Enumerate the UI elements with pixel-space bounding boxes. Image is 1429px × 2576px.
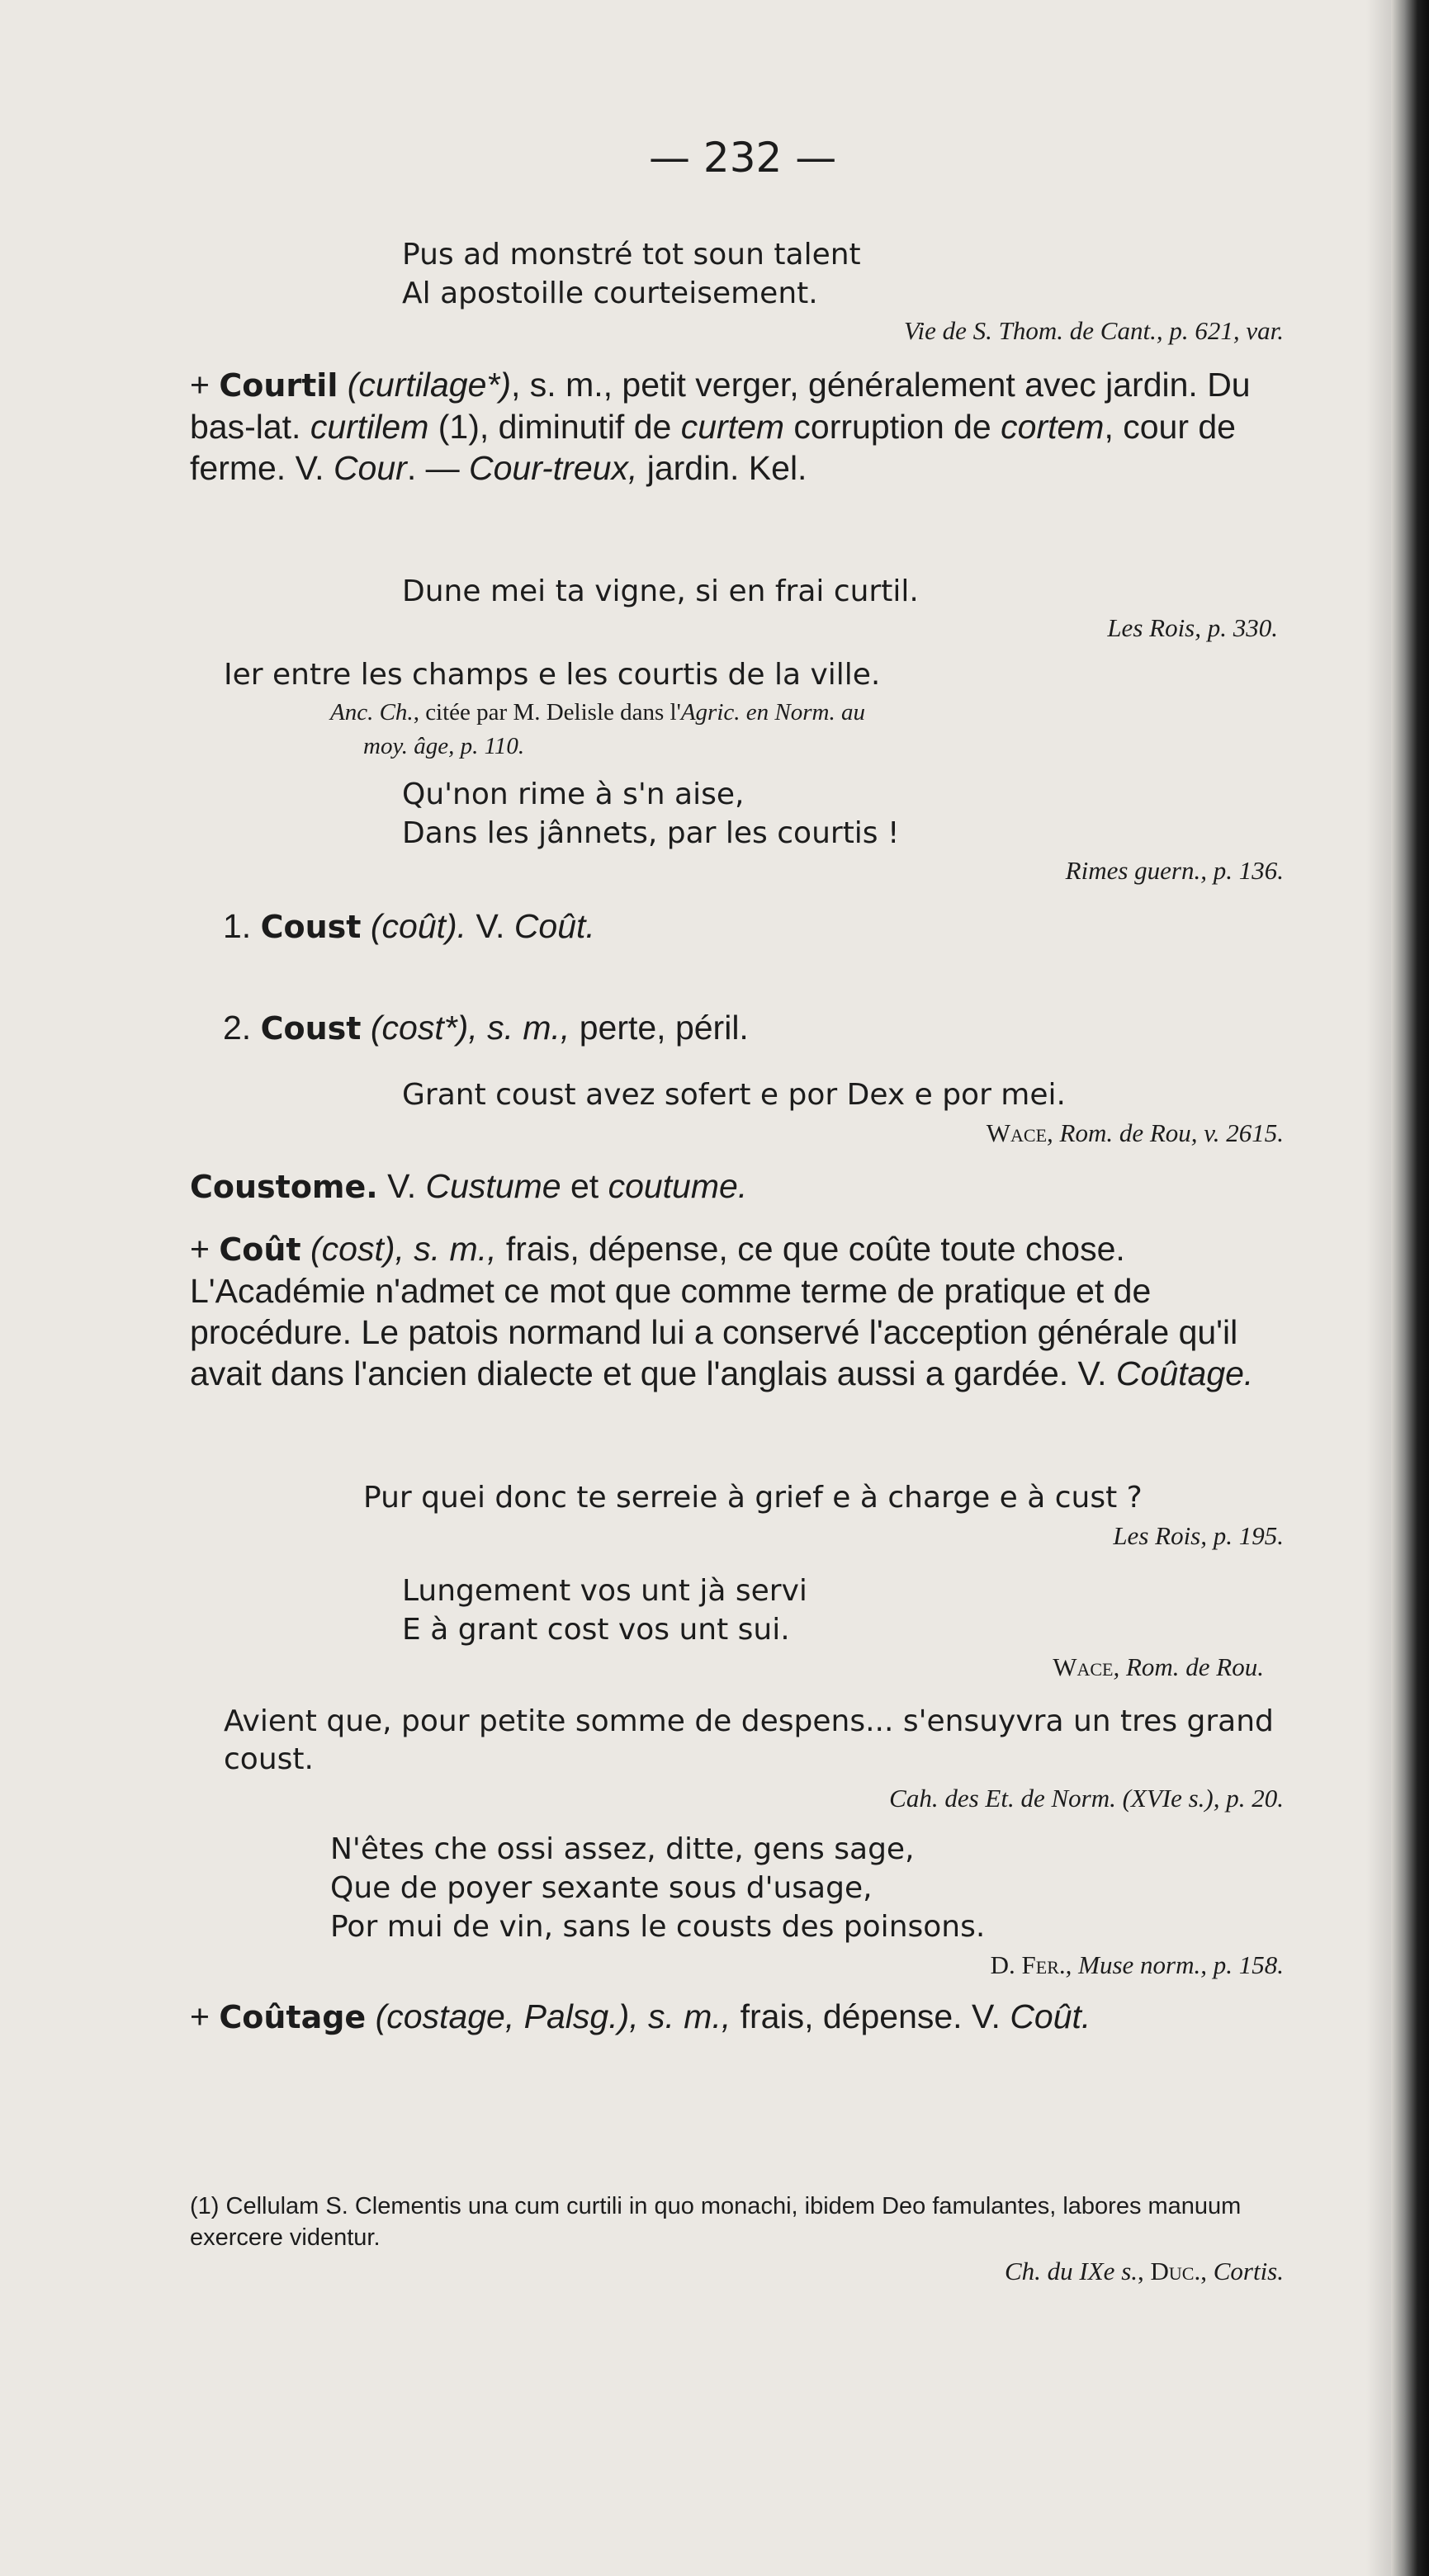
entry-coutage: + Coûtage (costage, Palsg.), s. m., frais, dépense. V. Coût. [190, 1997, 1091, 2035]
headword: Coût [219, 1231, 301, 1268]
entry-coustome: Coustome. V. Custume et coutume. [190, 1167, 748, 1205]
headword: Coûtage [219, 1999, 367, 2035]
quote-line: Al apostoille courteisement. [402, 277, 818, 310]
quote-line: E à grant cost vos unt sui. [402, 1613, 790, 1647]
headword: Courtil [219, 367, 338, 404]
quote-source: Anc. Ch., citée par M. Delisle dans l'Agric. en Norm. au [330, 699, 865, 726]
entry-coust-2: 2. Coust (cost*), s. m., perte, péril. [223, 1009, 749, 1047]
quote-line: Dune mei ta vigne, si en frai curtil. [402, 574, 919, 608]
quote-line: Que de poyer sexante sous d'usage, [330, 1871, 873, 1905]
entry-courtil: + Courtil (curtilage*), s. m., petit verger, généralement avec jardin. Du bas-lat. curtilem (1), diminutif de curtem corruption de cortem, cour de ferme. V. Cour. — Cour-treux, jardin. Kel. [190, 366, 1251, 487]
quote-source: Vie de S. Thom. de Cant., p. 621, var. [903, 316, 1284, 345]
book-binding-edge [1391, 0, 1429, 2576]
quote-line: Por mui de vin, sans le cousts des poinsons. [330, 1910, 986, 1944]
quote-source: Wace, Rom. de Rou, v. 2615. [986, 1118, 1284, 1147]
quote-source: Les Rois, p. 195. [1113, 1521, 1284, 1550]
headword: Coustome. [190, 1169, 378, 1205]
quote-line: Lungement vos unt jà servi [402, 1574, 807, 1608]
headword: Coust [260, 1010, 362, 1047]
quote-source: Rimes guern., p. 136. [1065, 856, 1284, 885]
quote-line: Qu'non rime à s'n aise, [402, 778, 745, 811]
quote-source: Wace, Rom. de Rou. [1053, 1652, 1264, 1681]
quote-line: Ier entre les champs e les courtis de la ville. [224, 658, 881, 692]
quote-line: N'êtes che ossi assez, ditte, gens sage, [330, 1832, 915, 1866]
footnote: (1) Cellulam S. Clementis una cum curtili in quo monachi, ibidem Deo famulantes, labores manuum exercere videntur. [190, 2193, 1242, 2251]
quote-source: D. Fer., Muse norm., p. 158. [990, 1950, 1284, 1979]
entry-cout: + Coût (cost), s. m., frais, dépense, ce que coûte toute chose. L'Académie n'admet ce mot que comme terme de pratique et de procédure. Le patois normand lui a conservé l'acception générale qu'il avait dans l'ancien dialecte et que l'anglais aussi a gardée. V. Coûtage. [190, 1230, 1254, 1392]
quote-line: Pur quei donc te serreie à grief e à charge e à cust ? [363, 1481, 1143, 1515]
page-number: — 232 — [649, 134, 837, 182]
quote-prose: Avient que, pour petite somme de despens... s'ensuyvra un tres grand coust. [224, 1704, 1274, 1776]
quote-line: Grant coust avez sofert e por Dex e por mei. [402, 1078, 1066, 1112]
footnote-source: Ch. du IXe s., Duc., Cortis. [1005, 2257, 1284, 2285]
quote-source: Cah. des Et. de Norm. (XVIe s.), p. 20. [889, 1784, 1284, 1813]
entry-coust-1: 1. Coust (coût). V. Coût. [223, 907, 595, 945]
quote-source: moy. âge, p. 110. [363, 733, 525, 759]
quote-source: Les Rois, p. 330. [1107, 613, 1278, 642]
quote-line: Dans les jânnets, par les courtis ! [402, 816, 900, 850]
page-edge-shadow [1366, 0, 1391, 2576]
headword: Coust [260, 909, 362, 945]
quote-line: Pus ad monstré tot soun talent [402, 238, 861, 272]
